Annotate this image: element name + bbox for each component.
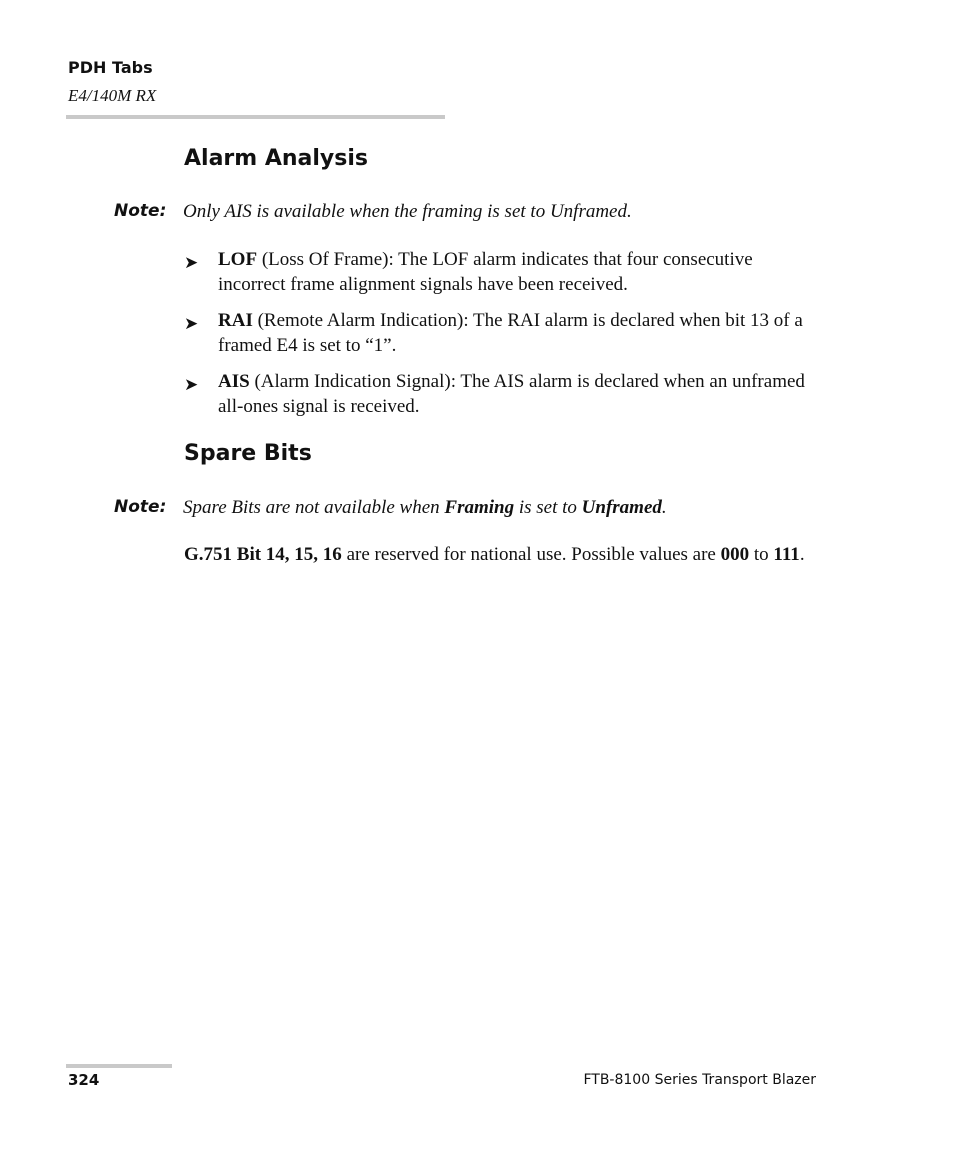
- arrow-right-icon: ➤: [184, 375, 199, 394]
- arrow-right-icon: ➤: [184, 314, 199, 333]
- page-number: 324: [68, 1071, 100, 1089]
- bullet-description: (Loss Of Frame): The LOF alarm indicates that four consecutive incorrect frame alignment signals have been received.: [218, 249, 753, 295]
- section-heading-alarm-analysis: Alarm Analysis: [184, 146, 368, 171]
- paragraph-text: .: [799, 544, 805, 565]
- bullet-term: RAI: [218, 310, 253, 331]
- note-text-part: is set to: [514, 497, 582, 518]
- bullet-text: [218, 308, 824, 358]
- note-emphasis-framing: Framing: [444, 497, 515, 518]
- paragraph-g751-bits: [184, 542, 824, 567]
- section-heading-spare-bits: Spare Bits: [184, 441, 312, 466]
- bullet-description: (Remote Alarm Indication): The RAI alarm is declared when bit 13 of a framed E4 is set to “1”.: [218, 310, 803, 356]
- note-text-part: .: [661, 497, 667, 518]
- term-g751-bits: G.751 Bit 14, 15, 16: [184, 544, 342, 565]
- header-rule: [66, 115, 445, 119]
- note-text: [183, 495, 667, 520]
- paragraph-text: to: [749, 544, 774, 565]
- note-label: Note:: [114, 497, 167, 517]
- footer-rule: [66, 1064, 172, 1068]
- bullet-description: (Alarm Indication Signal): The AIS alarm is declared when an unframed all-ones signal is received.: [218, 371, 805, 417]
- running-header-subtitle: E4/140M RX: [68, 86, 157, 105]
- note-text-part: Spare Bits are not available when: [183, 497, 445, 518]
- bullet-text: [218, 369, 824, 419]
- bullet-text: [218, 247, 824, 297]
- paragraph-text: are reserved for national use. Possible values are: [341, 544, 721, 565]
- note-text: Only AIS is available when the framing is set to Unframed.: [183, 201, 632, 222]
- footer-product-name: FTB-8100 Series Transport Blazer: [583, 1072, 816, 1088]
- note-emphasis-unframed: Unframed: [581, 497, 662, 518]
- value-000: 000: [720, 544, 750, 565]
- bullet-term: LOF: [218, 249, 258, 270]
- note-label: Note:: [114, 201, 167, 221]
- bullet-term: AIS: [218, 371, 250, 392]
- value-111: 111: [773, 544, 800, 565]
- running-header-title: PDH Tabs: [68, 58, 153, 77]
- arrow-right-icon: ➤: [184, 253, 199, 272]
